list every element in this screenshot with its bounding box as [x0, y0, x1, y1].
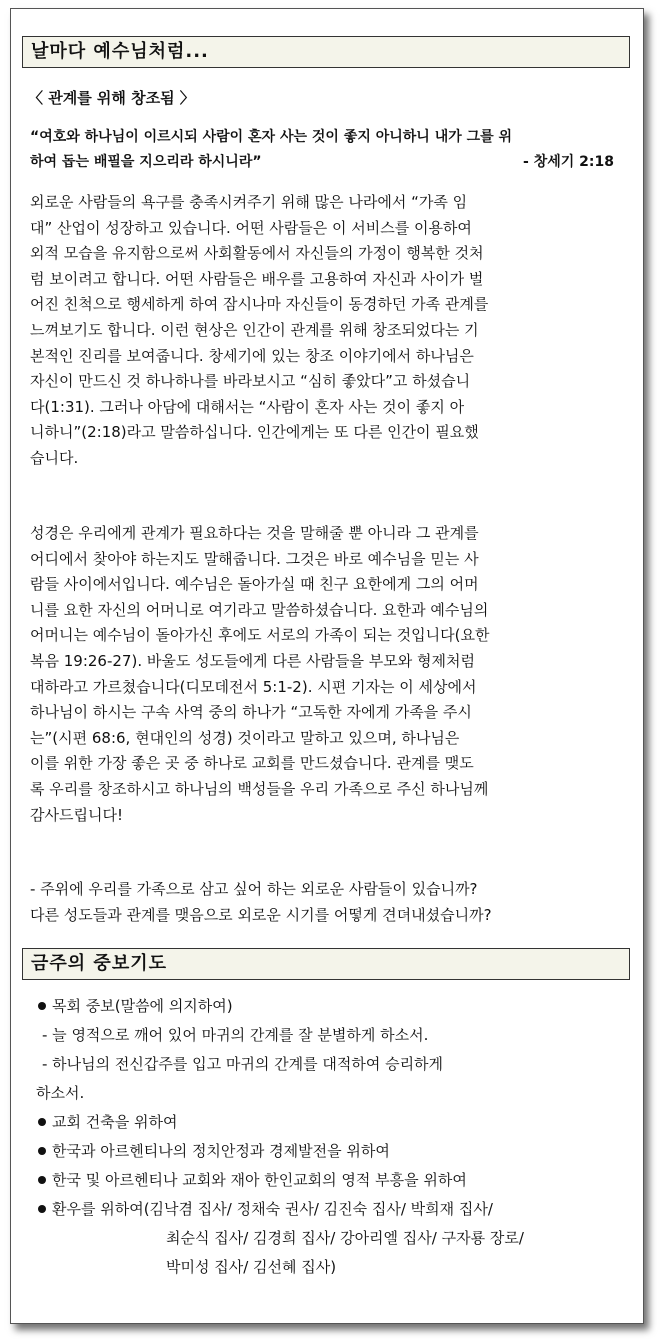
prayer-item: 환우를 위하여(김낙겸 집사/ 정채숙 권사/ 김진숙 집사/ 박희재 집사/	[36, 1195, 626, 1224]
paragraph-line: 외적 모습을 유지함으로써 사회활동에서 자신들의 가정이 행복한 것처	[30, 244, 484, 263]
paragraph-line: 이를 위한 가장 좋은 곳 중 하나로 교회를 만드셨습니다. 관계를 맺도	[30, 754, 474, 773]
bullet-icon	[38, 1002, 46, 1010]
question-line: 다른 성도들과 관계를 맺음으로 외로운 시기를 어떻게 견뎌내셨습니까?	[30, 905, 492, 924]
prayer-list	[36, 992, 626, 1282]
reflection-question	[30, 877, 626, 928]
paragraph-line: 럼 보이려고 합니다. 어떤 사람들은 배우를 고용하여 자신과 사이가 벌	[30, 269, 484, 288]
paragraph-line: 느껴보기도 합니다. 이런 현상은 인간이 관계를 위해 창조되었다는 기	[30, 320, 479, 339]
prayer-subitem: - 늘 영적으로 깨어 있어 마귀의 간계를 잘 분별하게 하소서.	[42, 1026, 429, 1044]
paragraph-line: 니하니”(2:18)라고 말씀하십니다. 인간에게는 또 다른 인간이 필요했	[30, 423, 479, 442]
prayer-names-line: 최순식 집사/ 김경희 집사/ 강아리엘 집사/ 구자룡 장로/	[166, 1229, 524, 1247]
question-line: - 주위에 우리를 가족으로 삼고 싶어 하는 외로운 사람들이 있습니까?	[30, 880, 478, 898]
paragraph-line: 습니다.	[30, 448, 79, 467]
verse-line: “여호와 하나님이 이르시되 사람이 혼자 사는 것이 좋지 아니하니 내가 그를 위	[30, 129, 513, 145]
paragraph-1	[30, 190, 626, 472]
bullet-icon	[38, 1118, 46, 1126]
paragraph-line: 는”(시편 68:6, 현대인의 성경) 것이라고 말하고 있으며, 하나님은	[30, 728, 460, 747]
bullet-icon	[38, 1176, 46, 1184]
paragraph-line: 어머니는 예수님이 돌아가신 후에도 서로의 가족이 되는 것입니다(요한	[30, 626, 490, 645]
paragraph-line: 대” 산업이 성장하고 있습니다. 어떤 사람들은 이 서비스를 이용하여	[30, 218, 472, 237]
prayer-names-line: 박미성 집사/ 김선혜 집사)	[166, 1258, 337, 1276]
devotion-title: 날마다 예수님처럼...	[31, 41, 209, 62]
paragraph-2	[30, 521, 626, 828]
paragraph-line: 대하라고 가르쳤습니다(디모데전서 5:1-2). 시편 기자는 이 세상에서	[30, 677, 477, 696]
paragraph-line: 성경은 우리에게 관계가 필요하다는 것을 말해줄 뿐 아니라 그 관계를	[30, 524, 479, 542]
prayer-item: 교회 건축을 위하여	[36, 1108, 626, 1137]
scripture-verse	[30, 125, 630, 175]
bullet-icon	[38, 1147, 46, 1155]
prayer-title: 금주의 중보기도	[31, 953, 167, 974]
paragraph-line: 본적인 진리를 보여줍니다. 창세기에 있는 창조 이야기에서 하나님은	[30, 346, 474, 365]
paragraph-line: 다(1:31). 그러나 아담에 대해서는 “사람이 혼자 사는 것이 좋지 아	[30, 397, 465, 416]
prayer-header	[22, 948, 630, 980]
paragraph-line: 감사드립니다!	[30, 805, 123, 824]
paragraph-line: 어디에서 찾아야 하는지도 말해줍니다. 그것은 바로 예수님을 믿는 사	[30, 549, 479, 568]
devotion-header	[22, 36, 630, 68]
devotion-subtitle: 〈 관계를 위해 창조됨 〉	[28, 89, 195, 107]
verse-line: 하여 돕는 배필을 지으리라 하시니라”	[30, 154, 262, 170]
prayer-item: 목회 중보(말씀에 의지하여)	[36, 992, 626, 1021]
prayer-item: 한국과 아르헨티나의 정치안정과 경제발전을 위하여	[36, 1137, 626, 1166]
paragraph-line: 어진 친척으로 행세하게 하여 잠시나마 자신들이 동경하던 가족 관계를	[30, 295, 489, 314]
paragraph-line: 외로운 사람들의 욕구를 충족시켜주기 위해 많은 나라에서 “가족 임	[30, 193, 468, 211]
paragraph-line: 복음 19:26-27). 바울도 성도들에게 다른 사람들을 부모와 형제처럼	[30, 651, 475, 670]
bullet-icon	[38, 1205, 46, 1213]
prayer-subitem-continued: 하소서.	[36, 1084, 85, 1102]
prayer-item: 한국 및 아르헨티나 교회와 재아 한인교회의 영적 부흥을 위하여	[36, 1166, 626, 1195]
paragraph-line: 록 우리를 창조하시고 하나님의 백성들을 우리 가족으로 주신 하나님께	[30, 779, 489, 798]
paragraph-line: 람들 사이에서입니다. 예수님은 돌아가실 때 친구 요한에게 그의 어머	[30, 575, 479, 594]
paragraph-line: 니를 요한 자신의 어머니로 여기라고 말씀하셨습니다. 요한과 예수님의	[30, 600, 489, 619]
paragraph-line: 자신이 만드신 것 하나하나를 바라보시고 “심히 좋았다”고 하셨습니	[30, 372, 471, 391]
paragraph-line: 하나님이 하시는 구속 사역 중의 하나가 “고독한 자에게 가족을 주시	[30, 703, 472, 722]
prayer-subitem: - 하나님의 전신갑주를 입고 마귀의 간계를 대적하여 승리하게	[42, 1055, 444, 1073]
verse-reference: - 창세기 2:18	[523, 154, 614, 170]
